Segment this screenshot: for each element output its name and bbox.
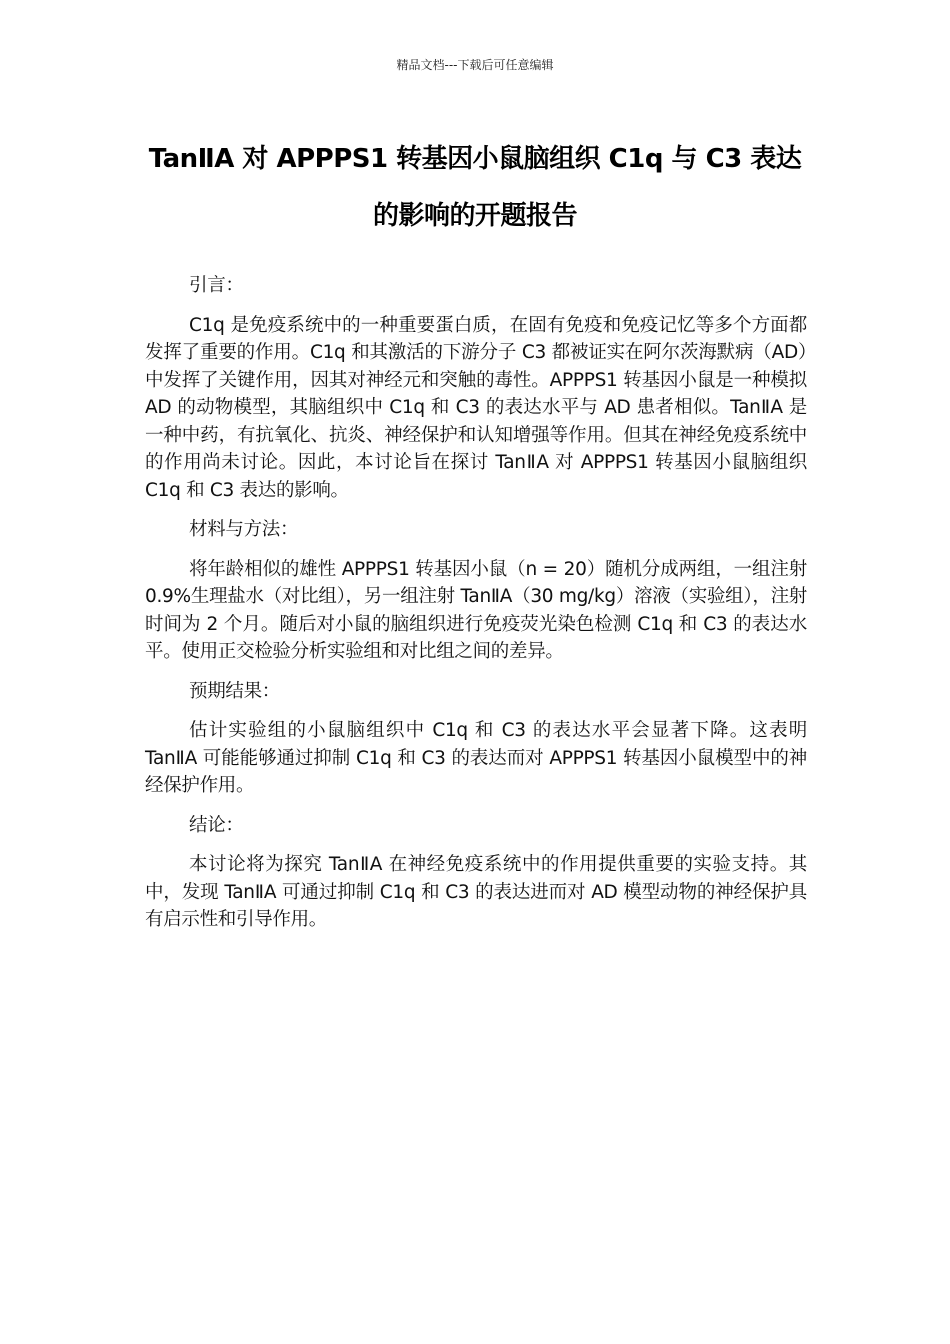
intro-paragraph: C1q 是免疫系统中的一种重要蛋白质，在固有免疫和免疫记忆等多个方面都发挥了重要的作用。C1q 和其激活的下游分子 C3 都被证实在阿尔茨海默病（AD）中发挥了关键作用，因其对神经元和突触的毒性。APPPS1 转基因小鼠是一种模拟 AD 的动物模型，其脑组织中 C1q 和 C3 的表达水平与 AD 患者相似。TanⅡA 是一种中药，有抗氧化、抗炎、神经保护和认知增强等作用。但其在神经免疫系统中的作用尚未讨论。因此，本讨论旨在探讨 TanⅡA 对 APPPS1 转基因小鼠脑组织 C1q 和 C3 表达的影响。 (145, 314, 807, 501)
methods-section (145, 516, 807, 666)
intro-heading: 引言： (189, 275, 244, 296)
conclusion-section (145, 812, 807, 934)
document-title: TanⅡA 对 APPPS1 转基因小鼠脑组织 C1q 与 C3 表达的影响的开题报告 (148, 144, 802, 231)
results-heading: 预期结果： (189, 680, 281, 702)
intro-section (145, 272, 807, 504)
methods-heading: 材料与方法： (189, 519, 299, 540)
results-paragraph: 估计实验组的小鼠脑组织中 C1q 和 C3 的表达水平会显著下降。这表明 TanⅡA 可能能够通过抑制 C1q 和 C3 的表达而对 APPPS1 转基因小鼠模型中的神经保护作用。 (145, 720, 807, 796)
methods-paragraph: 将年龄相似的雄性 APPPS1 转基因小鼠（n = 20）随机分成两组，一组注射 0.9%生理盐水（对比组），另一组注射 TanⅡA（30 mg/kg）溶液（实验组），注射时间为 2 个月。随后对小鼠的脑组织进行免疫荧光染色检测 C1q 和 C3 的表达水平。使用正交检验分析实验组和对比组之间的差异。 (145, 558, 807, 662)
conclusion-heading: 结论： (189, 814, 244, 836)
document-body (145, 270, 807, 946)
conclusion-paragraph: 本讨论将为探究 TanⅡA 在神经免疫系统中的作用提供重要的实验支持。其中，发现 TanⅡA 可通过抑制 C1q 和 C3 的表达进而对 AD 模型动物的神经保护具有启示性和引导作用。 (145, 854, 807, 930)
page-header: 精品文档---下载后可任意编辑 (396, 58, 554, 72)
results-section (145, 678, 807, 800)
